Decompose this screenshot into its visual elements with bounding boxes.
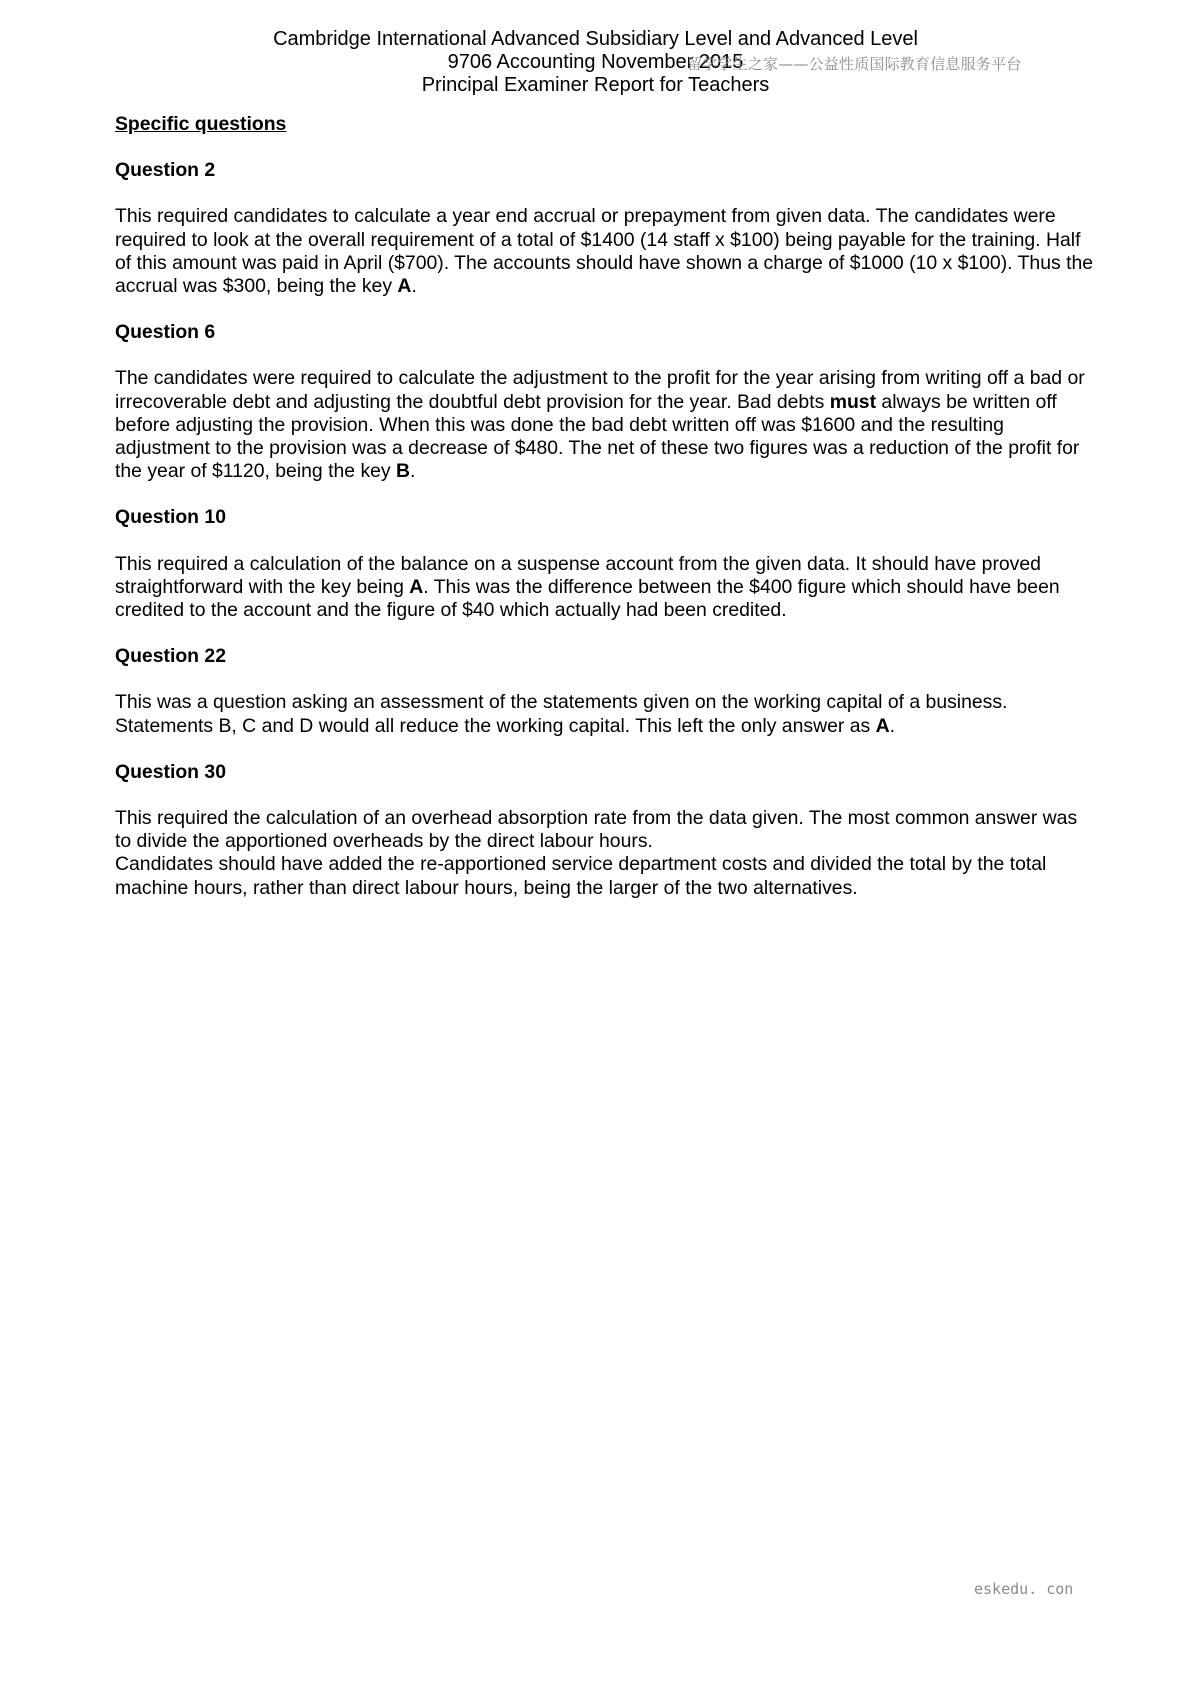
header-qualification-title: Cambridge International Advanced Subsidiary Level and Advanced Level: [273, 28, 918, 50]
question-title: Question 10: [115, 506, 226, 529]
answer-key: B: [396, 460, 411, 483]
commentary-text: . This was the difference between the $400 figure which should have been credited to the account and the figure of $40 which actually had been credited.: [115, 575, 1060, 622]
question-commentary: Candidates should have added the re-apportioned service department costs and divided the total by the total machine hours, rather than direct labour hours, being the larger of the two alternatives.: [115, 853, 1047, 899]
question-block-6: [115, 321, 1095, 483]
question-commentary: [115, 691, 1095, 737]
question-commentary: This required the calculation of an overhead absorption rate from the data given. The most common answer was to divide the apportioned overheads by the direct labour hours.: [115, 807, 1078, 853]
question-block-30: [115, 761, 1095, 900]
question-title: Question 2: [115, 159, 216, 182]
question-block-2: [115, 159, 1095, 298]
question-title: Question 6: [115, 321, 216, 344]
question-title: Question 22: [115, 645, 226, 668]
question-commentary: [115, 205, 1095, 298]
commentary-text: .: [411, 275, 417, 298]
question-block-10: [115, 506, 1095, 622]
answer-key: A: [875, 714, 890, 737]
watermark-text-bottom: eskedu. con: [974, 1580, 1074, 1598]
commentary-text: This was a question asking an assessment of the statements given on the working capital of a business. Statements B, C and D would all reduce the working capital. This left the only answer as: [115, 691, 1008, 737]
question-commentary: [115, 553, 1095, 623]
emphasis-text: must: [829, 390, 877, 413]
section-heading: Specific questions: [115, 113, 287, 135]
watermark-text-top: 留学学生之家——公益性质国际教育信息服务平台: [687, 55, 1022, 73]
commentary-text: This required candidates to calculate a year end accrual or prepayment from given data. The candidates were required to look at the overall requirement of a total of $1400 (14 staff x $100) being payable for the training. Half of this amount was paid in April ($700). The accounts should have shown a charge of $1000 (10 x $100). Thus the accrual was $300, being the key: [115, 205, 1094, 298]
commentary-text: .: [889, 714, 895, 737]
question-title: Question 30: [115, 760, 226, 783]
commentary-text: .: [410, 460, 416, 483]
answer-key: A: [409, 575, 424, 598]
question-commentary: [115, 367, 1095, 483]
commentary-text: The candidates were required to calculate the adjustment to the profit for the year arising from writing off a bad or irrecoverable debt and adjusting the doubtful debt provision for the year. Bad debts: [115, 367, 1085, 413]
question-block-22: [115, 645, 1095, 738]
commentary-text: always be written off before adjusting the provision. When this was done the bad debt written off was $1600 and the resulting adjustment to the provision was a decrease of $480. The net of these two figures was a reduction of the profit for the year of $1120, being the key: [115, 390, 1080, 483]
commentary-text: This required a calculation of the balance on a suspense account from the given data. It should have proved straightforward with the key being: [115, 552, 1041, 598]
report-body: [115, 113, 1095, 923]
header-subject-session: 9706 Accounting November 2015: [447, 51, 744, 73]
header-report-title: Principal Examiner Report for Teachers: [421, 74, 770, 96]
answer-key: A: [397, 275, 412, 298]
